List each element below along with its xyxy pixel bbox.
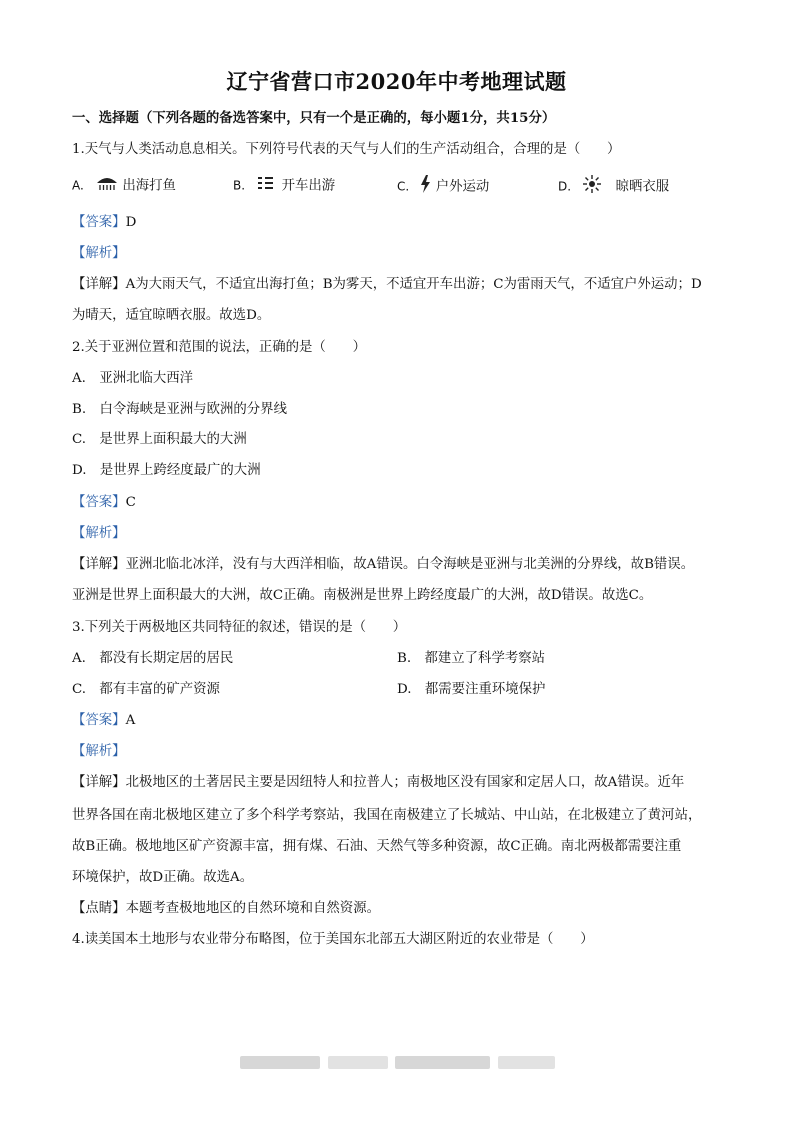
- q3-option-c: C. 都有丰富的矿产资源: [72, 682, 220, 697]
- answer-label: 【答案】: [72, 713, 126, 728]
- q2-detail-line-1: [72, 556, 694, 574]
- option-text: 开车出游: [281, 178, 336, 194]
- q2-detail-line-2: 亚洲是世界上面积最大的大洲，故C正确。南极洲是世界上跨经度最广的大洲，故D错误。故选C。: [72, 588, 653, 603]
- q2-option-c: C. 是世界上面积最大的大洲: [72, 432, 247, 447]
- question-4-stem: 4.读美国本土地形与农业带分布略图，位于美国东北部五大湖区附近的农业带是（ ）: [72, 932, 594, 947]
- q3-option-b: B. 都建立了科学考察站: [397, 651, 546, 666]
- question-1-stem: 1.天气与人类活动息息相关。下列符号代表的天气与人们的生产活动组合，合理的是（ ）: [72, 142, 621, 157]
- q3-analysis-label: 【解析】: [72, 744, 126, 759]
- heavy-rain-icon: [96, 175, 118, 197]
- q2-analysis-label: 【解析】: [72, 526, 126, 541]
- question-3-stem: 3.下列关于两极地区共同特征的叙述，错误的是（ ）: [72, 620, 407, 635]
- detail-text: A为大雨天气，不适宜出海打鱼；B为雾天，不适宜开车出游；C为雷雨天气，不适宜户外运动；D: [125, 277, 702, 292]
- detail-label: 【详解】: [72, 557, 126, 572]
- answer-value: D: [125, 215, 137, 230]
- detail-label: 【详解】: [72, 775, 126, 790]
- q1-detail-line-2: 为晴天，适宜晾晒衣服。故选D。: [72, 308, 271, 323]
- option-letter: A.: [72, 178, 84, 193]
- q3-comment: [72, 900, 380, 918]
- sunny-icon: [583, 175, 601, 199]
- q3-answer: [72, 712, 135, 730]
- q2-answer: [72, 494, 136, 512]
- q1-answer: [72, 214, 136, 232]
- q1-option-a: [72, 175, 176, 197]
- comment-label: 【点睛】: [72, 901, 126, 916]
- detail-label: 【详解】: [72, 277, 126, 292]
- q1-option-c: [397, 175, 489, 199]
- option-text: 出海打鱼: [122, 178, 176, 194]
- detail-text: 亚洲北临北冰洋，没有与大西洋相临，故A错误。白令海峡是亚洲与北美洲的分界线，故B错误。: [125, 557, 695, 572]
- q3-detail-line-2: 世界各国在南北极地区建立了多个科学考察站，我国在南极建立了长城站、中山站，在北极建立了黄河站，: [72, 808, 702, 823]
- option-letter: D.: [558, 179, 572, 194]
- section-heading: 一、选择题（下列各题的备选答案中，只有一个是正确的，每小题1分，共15分）: [72, 110, 556, 126]
- page-title: 辽宁省营口市2020年中考地理试题: [226, 69, 567, 94]
- option-text: 晾晒衣服: [615, 179, 670, 195]
- q1-detail-line-1: [72, 276, 702, 294]
- answer-value: C: [125, 495, 136, 510]
- q2-option-d: D. 是世界上跨经度最广的大洲: [72, 463, 261, 478]
- detail-text: 北极地区的土著居民主要是因纽特人和拉普人；南极地区没有国家和定居人口，故A错误。近年: [125, 775, 685, 790]
- thunderstorm-icon: [419, 175, 431, 199]
- q3-option-a: A. 都没有长期定居的居民: [72, 651, 234, 666]
- q1-option-d: [558, 175, 669, 199]
- comment-text: 本题考查极地地区的自然环境和自然资源。: [125, 901, 380, 916]
- option-text: 户外运动: [435, 179, 490, 195]
- q2-option-a: A. 亚洲北临大西洋: [72, 371, 194, 386]
- q3-detail-line-3: 故B正确。极地地区矿产资源丰富，拥有煤、石油、天然气等多种资源，故C正确。南北两极都需要注重: [72, 839, 682, 854]
- answer-label: 【答案】: [72, 495, 126, 510]
- q3-detail-line-4: 环境保护，故D正确。故选A。: [72, 870, 254, 885]
- q3-option-d: D. 都需要注重环境保护: [397, 682, 546, 697]
- answer-value: A: [125, 713, 136, 728]
- q1-option-b: [233, 175, 335, 197]
- option-letter: C.: [397, 179, 410, 194]
- q1-analysis-label: 【解析】: [72, 246, 126, 261]
- fog-icon: [257, 175, 277, 197]
- q2-option-b: B. 白令海峡是亚洲与欧洲的分界线: [72, 402, 287, 417]
- answer-label: 【答案】: [72, 215, 126, 230]
- option-letter: B.: [233, 178, 246, 193]
- q3-detail-line-1: [72, 774, 684, 792]
- question-2-stem: 2.关于亚洲位置和范围的说法，正确的是（ ）: [72, 340, 366, 355]
